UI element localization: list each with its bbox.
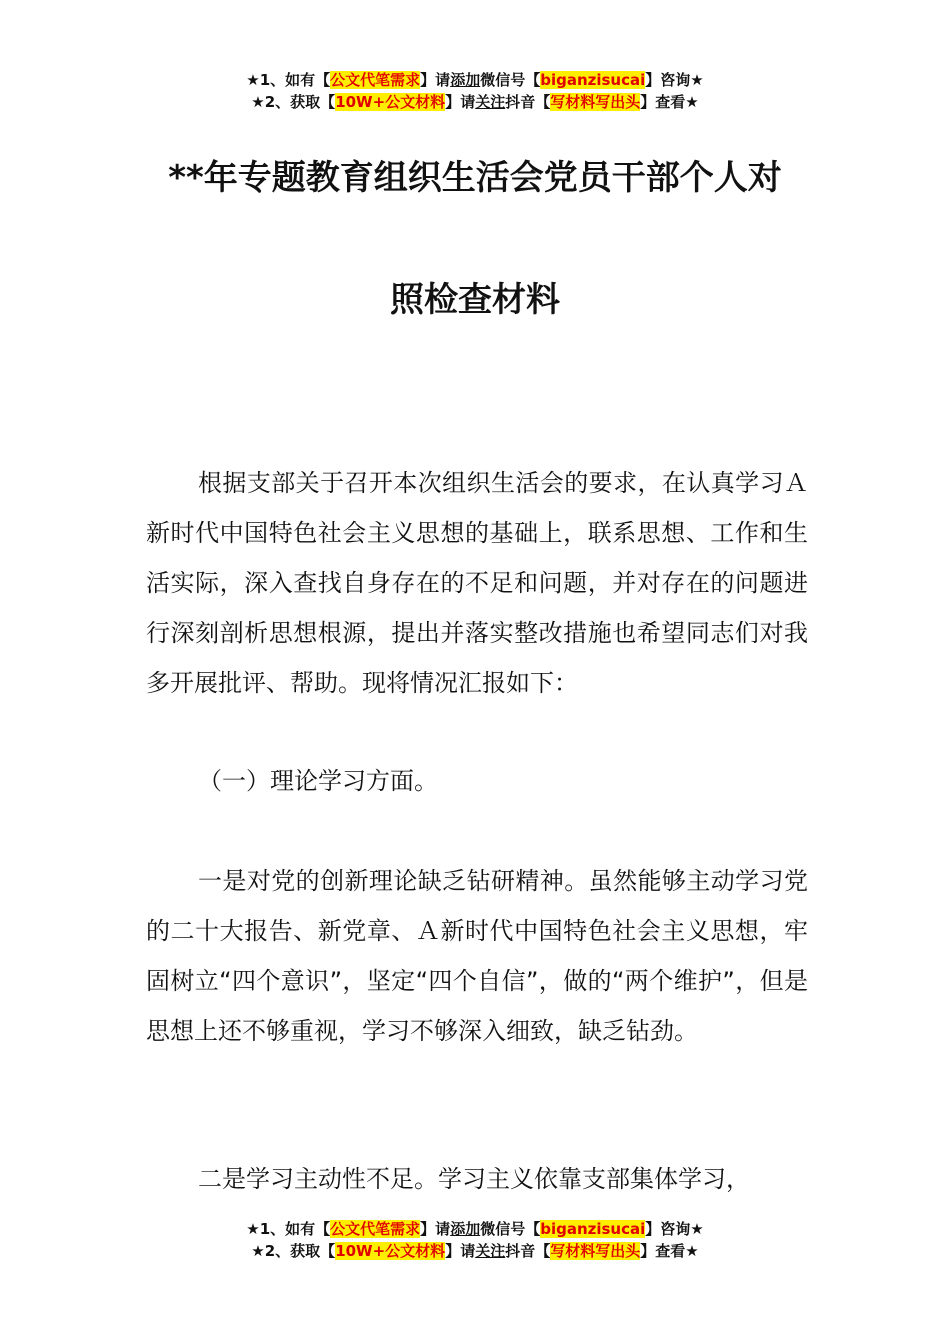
wechat-id: biganzisucai bbox=[540, 1220, 646, 1238]
highlight-text: 10W+公文材料 bbox=[335, 93, 446, 111]
body-paragraph-intro: 根据支部关于召开本次组织生活会的要求，在认真学习Ａ新时代中国特色社会主义思想的基础上，联系思想、工作和生活实际，深入查找自身存在的不足和问题，并对存在的问题进行深刻剖析思想根源，提出并落实整改措施也希望同志们对我多开展批评、帮助。现将情况汇报如下： bbox=[146, 469, 808, 697]
highlight-text: 公文代笔需求 bbox=[330, 71, 421, 89]
banner-text: ★2、获取【 bbox=[251, 1242, 336, 1260]
banner-text: ★2、获取【 bbox=[251, 93, 336, 111]
banner-text: 】咨询★ bbox=[645, 1220, 704, 1238]
document-title-line-2: 照检查材料 bbox=[390, 280, 560, 320]
banner-text: ★1、如有【 bbox=[246, 1220, 331, 1238]
banner-text: 抖音【 bbox=[505, 93, 551, 111]
footer-banner bbox=[0, 1218, 950, 1262]
underlined-text: 添加 bbox=[450, 1220, 481, 1238]
banner-text: ★1、如有【 bbox=[246, 71, 331, 89]
banner-text: 】请 bbox=[420, 1220, 451, 1238]
banner-text: 抖音【 bbox=[505, 1242, 551, 1260]
highlight-text: 10W+公文材料 bbox=[335, 1242, 446, 1260]
section-heading-theory: （一）理论学习方面。 bbox=[198, 767, 438, 795]
body-paragraph-point-1: 一是对党的创新理论缺乏钻研精神。虽然能够主动学习党的二十大报告、新党章、Ａ新时代中国特色社会主义思想，牢固树立“四个意识”，坚定“四个自信”，做的“两个维护”，但是思想上还不够重视，学习不够深入细致，缺乏钻劲。 bbox=[146, 867, 808, 1045]
highlight-text: 公文代笔需求 bbox=[330, 1220, 421, 1238]
douyin-account: 写材料写出头 bbox=[550, 93, 641, 111]
banner-text: 微信号【 bbox=[480, 1220, 541, 1238]
body-paragraph-point-2: 二是学习主动性不足。学习主义依靠支部集体学习， bbox=[198, 1165, 750, 1193]
banner-text: 】查看★ bbox=[640, 93, 699, 111]
banner-text: 】查看★ bbox=[640, 1242, 699, 1260]
banner-text: 】咨询★ bbox=[645, 71, 704, 89]
banner-line-2 bbox=[0, 91, 950, 113]
banner-line-2 bbox=[0, 1240, 950, 1262]
banner-line-1 bbox=[0, 69, 950, 91]
banner-line-1 bbox=[0, 1218, 950, 1240]
wechat-id: biganzisucai bbox=[540, 71, 646, 89]
banner-text: 】请 bbox=[420, 71, 451, 89]
underlined-text: 关注 bbox=[475, 1242, 506, 1260]
banner-text: 微信号【 bbox=[480, 71, 541, 89]
header-banner bbox=[0, 69, 950, 113]
underlined-text: 关注 bbox=[475, 93, 506, 111]
banner-text: 】请 bbox=[445, 1242, 476, 1260]
banner-text: 】请 bbox=[445, 93, 476, 111]
douyin-account: 写材料写出头 bbox=[550, 1242, 641, 1260]
underlined-text: 添加 bbox=[450, 71, 481, 89]
document-title-line-1: **年专题教育组织生活会党员干部个人对 bbox=[168, 158, 782, 198]
